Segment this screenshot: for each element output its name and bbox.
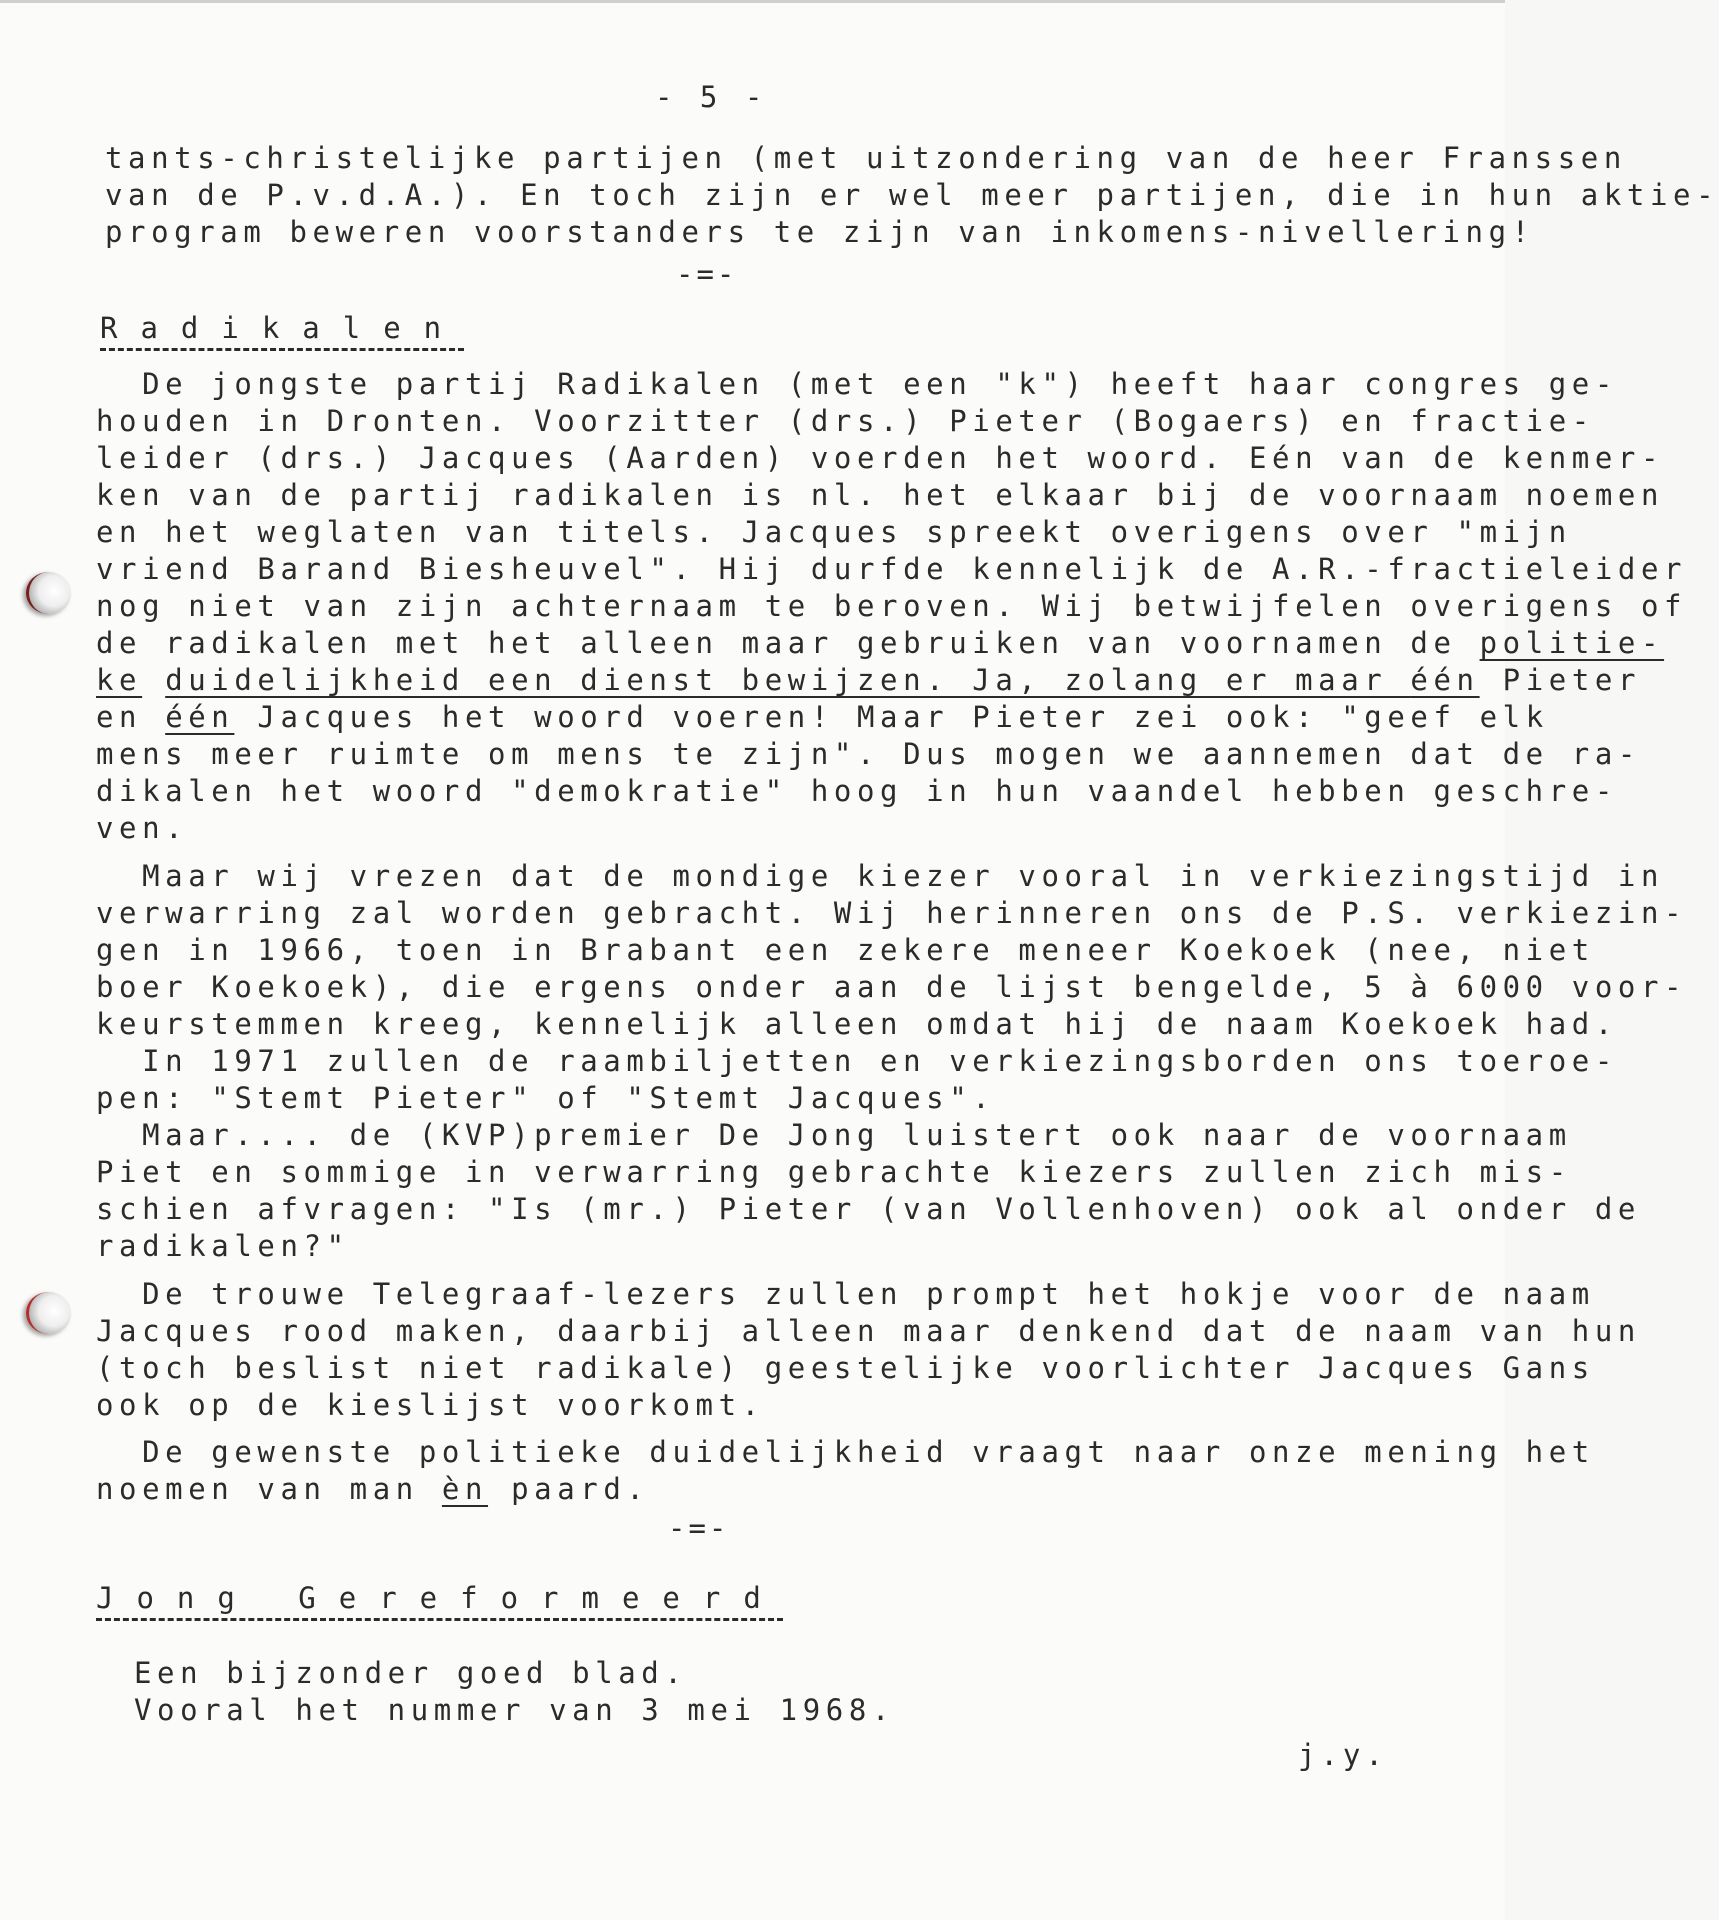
text-segment: de radikalen met het alleen maar gebruiken van voornamen de	[96, 626, 1480, 660]
page-number: - 5 -	[655, 80, 768, 114]
text-line: (toch beslist niet radikale) geestelijke voorlichter Jacques Gans	[96, 1351, 1595, 1385]
text-line: De gewenste politieke duidelijkheid vraagt naar onze mening het	[96, 1435, 1595, 1469]
text-line: Jacques rood maken, daarbij alleen maar denkend dat de naam van hun	[96, 1314, 1641, 1348]
text-line: leider (drs.) Jacques (Aarden) voerden het woord. Eén van de kenmer-	[96, 441, 1665, 475]
text-segment: paard.	[488, 1472, 650, 1506]
text-line: dikalen het woord "demokratie" hoog in hun vaandel hebben geschre-	[96, 774, 1618, 808]
underlined-word: èn	[441, 1472, 489, 1506]
text-segment: Jacques het woord voeren! Maar Pieter zei ook: "geef elk	[234, 700, 1549, 734]
page-top-edge	[0, 0, 1505, 3]
text-line: mens meer ruimte om mens te zijn". Dus mogen we aannemen dat de ra-	[96, 737, 1641, 771]
signature: j.y.	[1298, 1738, 1388, 1772]
text-line: Vooral het nummer van 3 mei 1968.	[134, 1693, 895, 1727]
text-line: tants-christelijke partijen (met uitzondering van de heer Franssen	[105, 141, 1627, 175]
text-line: pen: "Stemt Pieter" of "Stemt Jacques".	[96, 1081, 996, 1115]
text-line: ook op de kieslijst voorkomt.	[96, 1388, 765, 1422]
text-line: radikalen?"	[96, 1229, 350, 1263]
text-line: program beweren voorstanders te zijn van inkomens-nivellering!	[105, 215, 1535, 249]
text-line: ven.	[96, 811, 189, 845]
text-segment: en	[96, 700, 166, 734]
text-line: nog niet van zijn achternaam te beroven. Wij betwijfelen overigens of	[96, 589, 1688, 623]
text-segment: noemen van man	[96, 1472, 442, 1506]
text-line: vriend Barand Biesheuvel". Hij durfde kennelijk de A.R.-fractieleider	[96, 552, 1688, 586]
text-line: verwarring zal worden gebracht. Wij herinneren ons de P.S. verkiezin-	[96, 896, 1688, 930]
underlined-word: ke	[96, 663, 143, 697]
separator: -=-	[676, 257, 738, 291]
text-line: ken van de partij radikalen is nl. het elkaar bij de voornaam noemen	[96, 478, 1665, 512]
text-line: Maar wij vrezen dat de mondige kiezer vooral in verkiezingstijd in	[96, 859, 1665, 893]
text-line: houden in Dronten. Voorzitter (drs.) Pieter (Bogaers) en fractie-	[96, 404, 1595, 438]
underlined-word: één	[165, 700, 235, 734]
separator: -=-	[668, 1511, 730, 1545]
text-line: De trouwe Telegraaf-lezers zullen prompt het hokje voor de naam	[96, 1277, 1595, 1311]
underlined-word: politie-	[1479, 626, 1665, 660]
text-line	[96, 1471, 649, 1508]
text-line: gen in 1966, toen in Brabant een zekere meneer Koekoek (nee, niet	[96, 933, 1595, 967]
text-line: Maar.... de (KVP)premier De Jong luistert ook naar de voornaam	[96, 1118, 1572, 1152]
text-line	[96, 625, 1664, 662]
text-segment: duidelijkheid een dienst bewijzen. Ja, zolang er maar	[165, 663, 1411, 697]
text-line: In 1971 zullen de raambiljetten en verkiezingsborden ons toeroe-	[96, 1044, 1618, 1078]
underlined-word: één	[1410, 663, 1480, 697]
text-line: keurstemmen kreeg, kennelijk alleen omdat hij de naam Koekoek had.	[96, 1007, 1618, 1041]
text-line: van de P.v.d.A.). En toch zijn er wel meer partijen, die in hun aktie-	[105, 178, 1719, 212]
text-line: boer Koekoek), die ergens onder aan de lijst bengelde, 5 à 6000 voor-	[96, 970, 1688, 1004]
text-line: Een bijzonder goed blad.	[134, 1656, 688, 1690]
text-line: schien afvragen: "Is (mr.) Pieter (van Vollenhoven) ook al onder de	[96, 1192, 1641, 1226]
text-line: en het weglaten van titels. Jacques spreekt overigens over "mijn	[96, 515, 1572, 549]
text-segment: Pieter	[1479, 663, 1642, 697]
section-heading-radikalen: Radikalen	[100, 311, 465, 345]
section-heading-jong-gereformeerd: Jong Gereformeerd	[96, 1581, 784, 1615]
text-line	[96, 699, 1549, 736]
text-line: De jongste partij Radikalen (met een "k") heeft haar congres ge-	[96, 367, 1618, 401]
text-line	[96, 662, 1641, 699]
text-line: Piet en sommige in verwarring gebrachte kiezers zullen zich mis-	[96, 1155, 1572, 1189]
